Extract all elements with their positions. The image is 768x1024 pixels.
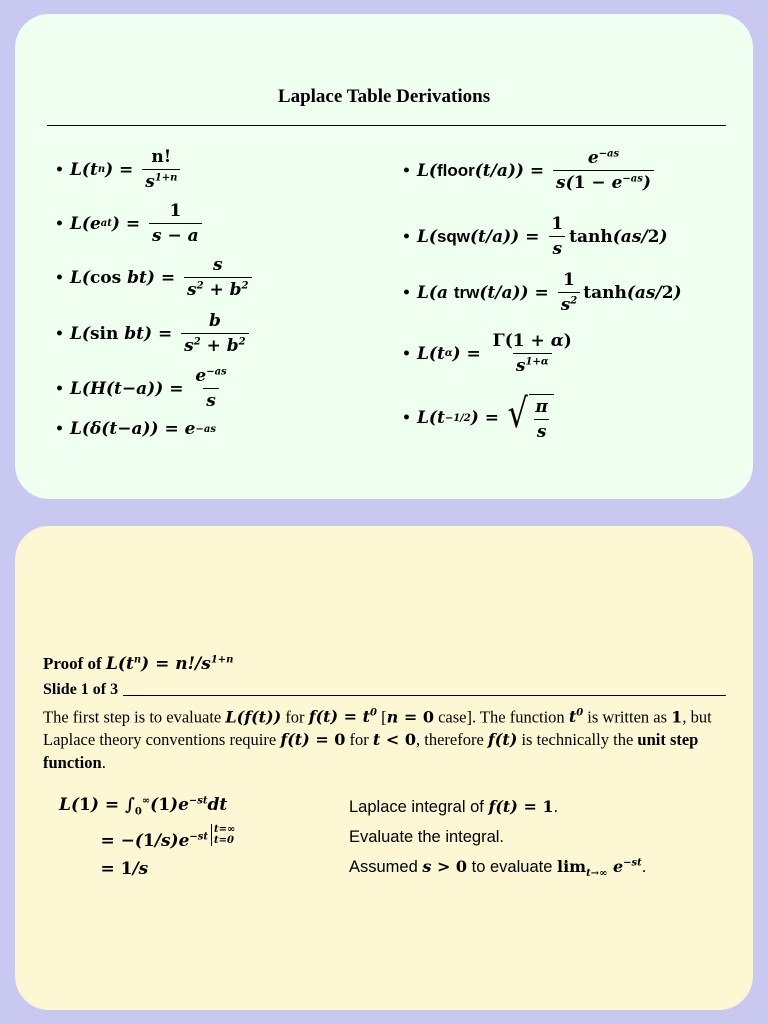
formula-floor: • L( floor (t/a)) = $\frac{e^{-as}}{s(1 - e^{-as})}$ — [402, 148, 657, 193]
step-row-2: = $-(1/s)e^{-st}$ t=∞ t=0 Evaluate the integral. — [100, 824, 505, 851]
top-slide-card — [15, 14, 753, 499]
slide-title: Laplace Table Derivations — [277, 86, 491, 107]
formula-delta: • L(δ(t − a)) = e −as — [55, 419, 216, 439]
formula-power: • L(t n ) = $\frac{n!}{s^{1+n}}$ — [55, 147, 183, 192]
slide-divider — [123, 695, 726, 696]
formula-sine: • L( sin bt) = $\frac{b}{s^2 + b^2}$ — [55, 311, 252, 356]
formula-cosine: • L( cos bt) = $\frac{s}{s^2 + b^2}$ — [55, 255, 255, 300]
proof-paragraph: The first step is to evaluate L(f(t)) for $f(t) = t^0$ [n = 0 case]. The function $t^0$ is written as 1, but Laplace theory conventions require f(t) = 0 for t < 0, therefore f(t) is technically the unit step function. — [43, 707, 712, 773]
step-row-3: = 1/s Assumed s > 0 to evaluate $\lim_{t\to\infty} e^{-st}$. — [100, 857, 647, 880]
slide-counter — [43, 681, 726, 699]
formula-gamma: • L(t α ) = $\frac{\Gamma(1 + \alpha)}{s^{1+\alpha}}$ — [402, 331, 572, 376]
bottom-slide-card — [15, 526, 753, 1010]
formula-square-wave: • L( sqw (t/a)) = $\frac{1}{s}$ tanh (as/ 2 ) — [402, 214, 668, 259]
formula-inverse-sqrt: • L(t −1/2 ) = √ $\frac{\pi}{s}$ — [402, 394, 554, 442]
slide-label: Slide 1 of 3 — [43, 681, 119, 698]
proof-title: Proof of $L(t^n) = n!/s^{1+n}$ — [43, 654, 234, 674]
title-divider — [47, 125, 726, 126]
formula-heaviside: • L(H(t − a)) = $\frac{e^{-as}}{s}$ — [55, 366, 227, 411]
formula-triangular-wave: • L(a trw (t/a)) = $\frac{1}{s^2}$ tanh (as/ 2 ) — [402, 270, 682, 315]
formula-exponential: • L(e at ) = $\frac{1}{s - a}$ — [55, 201, 205, 246]
step-row-1: $L(1) = \int_0^\infty(1)e^{-st}dt$ Laplace integral of f(t) = 1. — [59, 795, 559, 818]
derivation-steps — [59, 791, 739, 884]
